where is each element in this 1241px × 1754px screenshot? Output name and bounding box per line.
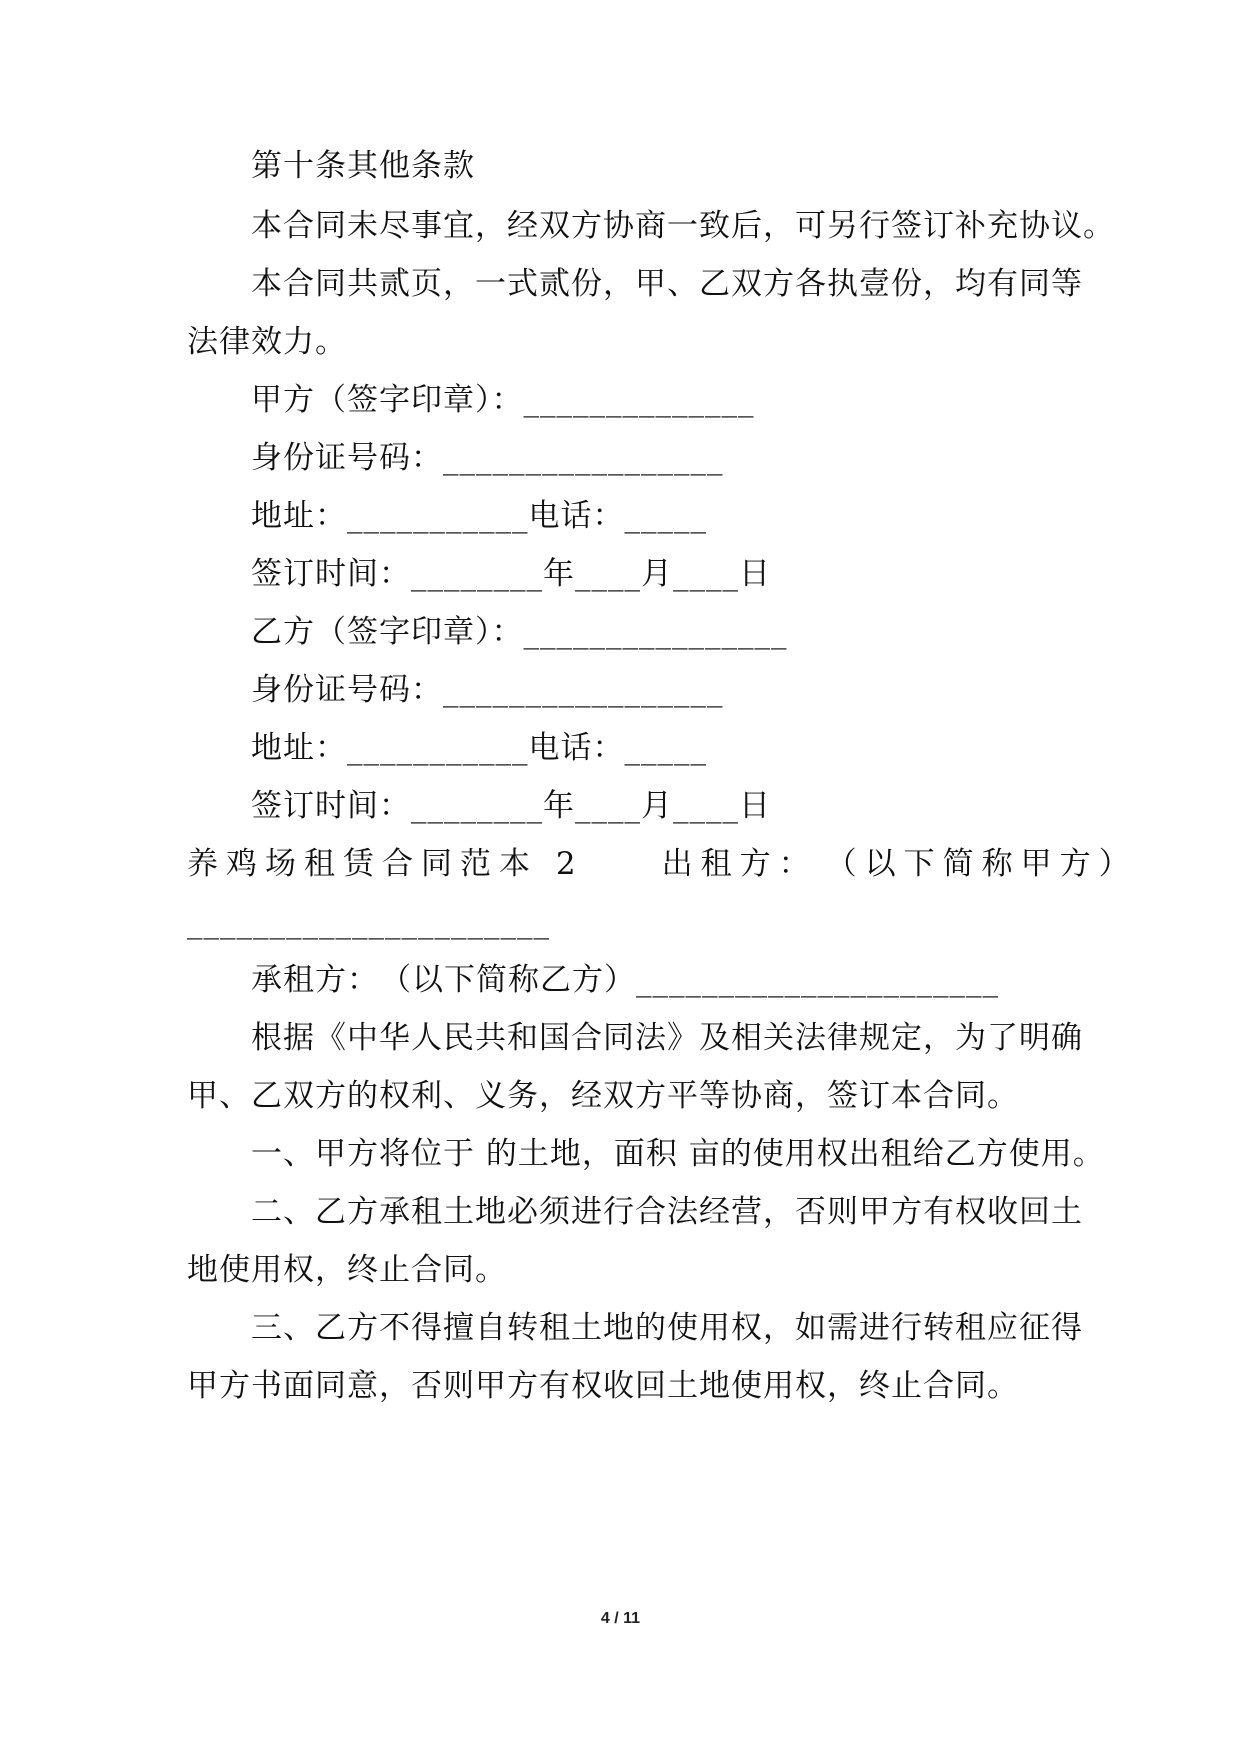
- party-b-date-line: 签订时间：________年____月____日: [251, 788, 771, 824]
- party-b-address-line: 地址：___________电话：_____: [251, 730, 707, 766]
- lessee-line: 承租方： （以下简称乙方）______________________: [251, 962, 999, 998]
- paragraph-line: 地使用权，终止合同。: [187, 1252, 507, 1288]
- party-a-date-line: 签订时间：________年____月____日: [251, 556, 771, 592]
- party-a-id-line: 身份证号码：_________________: [251, 440, 724, 476]
- paragraph-line: 法律效力。: [187, 324, 347, 360]
- blank-line: ______________________: [187, 904, 550, 940]
- paragraph-line: 甲、乙双方的权利、义务，经双方平等协商，签订本合同。: [187, 1078, 1019, 1114]
- contract-title-line: 养鸡场租赁合同范本 2 出租方： （以下简称甲方）: [187, 846, 1138, 882]
- paragraph-line: 本合同共贰页，一式贰份，甲、乙双方各执壹份，均有同等: [251, 266, 1083, 302]
- party-a-signature-line: 甲方（签字印章）：______________: [251, 382, 755, 418]
- page-number: 4 / 11: [600, 1610, 641, 1627]
- party-b-id-line: 身份证号码：_________________: [251, 672, 724, 708]
- party-b-signature-line: 乙方（签字印章）：________________: [251, 614, 788, 650]
- paragraph-line: 本合同未尽事宜，经双方协商一致后，可另行签订补充协议。: [251, 208, 1115, 244]
- paragraph-line: 根据《中华人民共和国合同法》及相关法律规定，为了明确: [251, 1020, 1083, 1056]
- clause-2: 二、乙方承租土地必须进行合法经营，否则甲方有权收回土: [251, 1194, 1083, 1230]
- party-a-address-line: 地址：___________电话：_____: [251, 498, 707, 534]
- section-heading: 第十条其他条款: [251, 148, 475, 184]
- clause-3: 三、乙方不得擅自转租土地的使用权，如需进行转租应征得: [251, 1310, 1083, 1346]
- clause-1: 一、甲方将位于 的土地，面积 亩的使用权出租给乙方使用。: [251, 1136, 1105, 1172]
- paragraph-line: 甲方书面同意，否则甲方有权收回土地使用权，终止合同。: [187, 1368, 1019, 1404]
